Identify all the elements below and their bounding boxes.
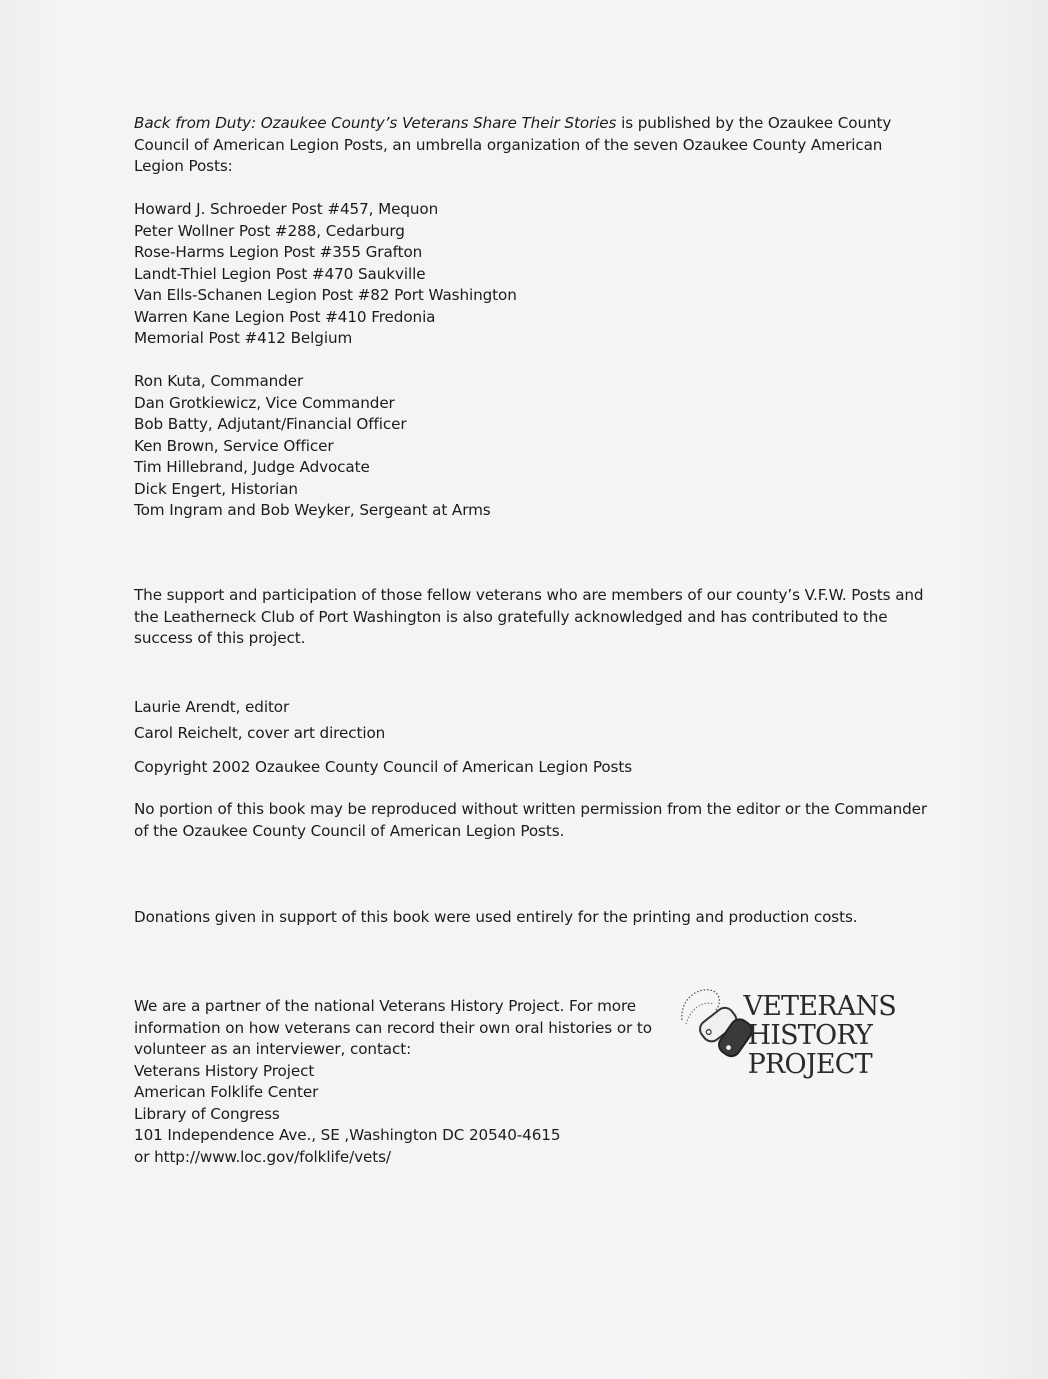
intro-text: is published by the Ozaukee County Council of American Legion Posts, an umbrella organization of the seven Ozaukee County American Legion Posts:	[134, 114, 892, 175]
contact-library: Library of Congress	[134, 1104, 280, 1123]
partner-line: information on how veterans can record their own oral histories or to	[134, 1018, 652, 1037]
logo-line-project: PROJECT	[747, 1049, 872, 1080]
support-paragraph	[134, 585, 924, 650]
officer-item: Dan Grotkiewicz, Vice Commander	[134, 393, 395, 412]
post-item: Rose-Harms Legion Post #355 Grafton	[134, 243, 423, 261]
post-item: Landt-Thiel Legion Post #470 Saukville	[134, 264, 426, 283]
intro-paragraph	[134, 113, 904, 178]
logo-line-history: HISTORY	[747, 1020, 873, 1051]
officer-item: Bob Batty, Adjutant/Financial Officer	[134, 415, 407, 433]
legion-posts-list	[134, 199, 517, 350]
partner-line: volunteer as an interviewer, contact:	[134, 1040, 412, 1058]
contact-address: 101 Independence Ave., SE ,Washington DC 20540-4615	[134, 1126, 561, 1144]
post-item: Howard J. Schroeder Post #457, Mequon	[134, 200, 439, 218]
officer-item: Tom Ingram and Bob Weyker, Sergeant at Arms	[134, 501, 491, 519]
post-item: Memorial Post #412 Belgium	[134, 329, 353, 347]
support-text: The support and participation of those fellow veterans who are members of our county’s V.F.W. Posts and the Leatherneck Club of Port Washington is also gratefully acknowledged and has contributed to the success of this project.	[134, 586, 924, 647]
contact-org: Veterans History Project	[134, 1061, 315, 1080]
credits-list	[134, 694, 385, 746]
credit-cover-art: Carol Reichelt, cover art direction	[134, 724, 386, 742]
officer-item: Tim Hillebrand, Judge Advocate	[134, 458, 370, 476]
post-item: Peter Wollner Post #288, Cedarburg	[134, 221, 405, 240]
permission-text: No portion of this book may be reproduced without written permission from the editor or the Commander of the Ozaukee County Council of American Legion Posts.	[134, 800, 928, 840]
book-title: Back from Duty: Ozaukee County’s Veterans Share Their Stories	[134, 114, 617, 132]
veterans-history-project-logo	[676, 980, 916, 1090]
logo-wordmark	[724, 992, 896, 1079]
officers-list	[134, 371, 491, 522]
officer-item: Ken Brown, Service Officer	[134, 436, 334, 455]
logo-line-veterans: VETERANS	[743, 991, 896, 1022]
post-item: Warren Kane Legion Post #410 Fredonia	[134, 307, 436, 326]
credit-editor: Laurie Arendt, editor	[134, 698, 290, 716]
partner-line: We are a partner of the national Veterans History Project. For more	[134, 997, 637, 1015]
officer-item: Dick Engert, Historian	[134, 479, 298, 498]
officer-item: Ron Kuta, Commander	[134, 372, 304, 390]
donations-notice	[134, 907, 857, 929]
contact-url: or http://www.loc.gov/folklife/vets/	[134, 1147, 391, 1166]
partner-contact-block	[134, 996, 674, 1168]
copyright-text: Copyright 2002 Ozaukee County Council of American Legion Posts	[134, 758, 633, 776]
permission-notice	[134, 799, 934, 842]
contact-center: American Folklife Center	[134, 1083, 319, 1101]
donations-text: Donations given in support of this book were used entirely for the printing and production costs.	[134, 908, 858, 926]
post-item: Van Ells-Schanen Legion Post #82 Port Washington	[134, 286, 517, 304]
copyright-notice	[134, 757, 632, 779]
